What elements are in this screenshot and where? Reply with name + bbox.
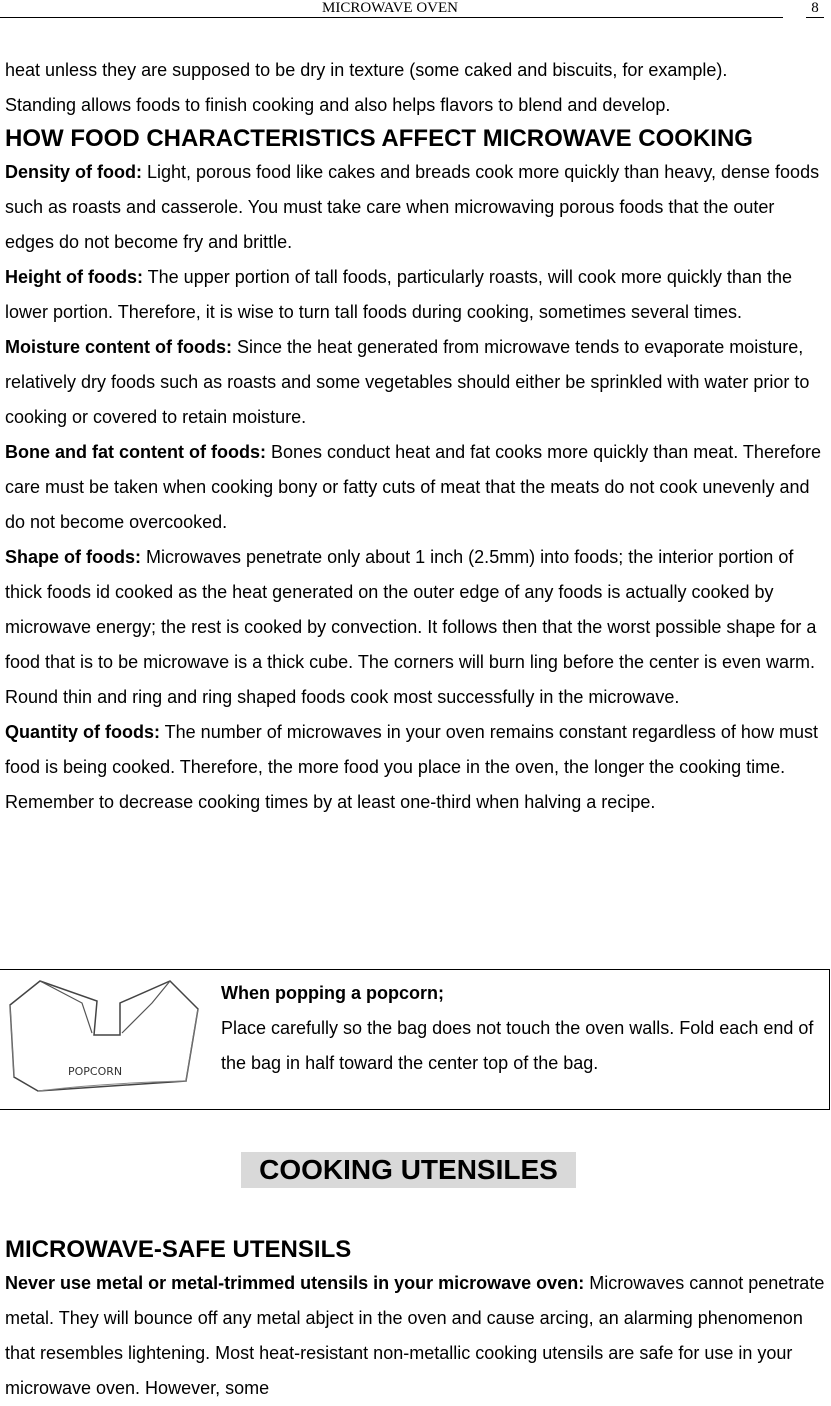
factor-term: Bone and fat content of foods: xyxy=(5,442,266,462)
factor-paragraph-height xyxy=(5,260,827,330)
factor-term: Quantity of foods: xyxy=(5,722,160,742)
factor-term: Shape of foods: xyxy=(5,547,141,567)
factor-paragraph-density xyxy=(5,155,827,260)
popcorn-tip-text xyxy=(221,976,821,1081)
cooking-utensils-title: COOKING UTENSILES xyxy=(241,1152,576,1188)
factor-paragraph-quantity xyxy=(5,715,827,820)
factor-text: Bones conduct heat and fat cooks more quickly than meat. Therefore care must be taken when cooking bony or fatty cuts of meat that the meats do not cook unevenly and do not become overcooked. xyxy=(5,442,821,532)
utensils-paragraph xyxy=(5,1266,827,1406)
section-heading: HOW FOOD CHARACTERISTICS AFFECT MICROWAVE COOKING xyxy=(5,125,753,152)
microwave-safe-heading: MICROWAVE-SAFE UTENSILS xyxy=(5,1236,352,1263)
popcorn-tip-box xyxy=(0,969,830,1110)
popcorn-bag-label: POPCORN xyxy=(68,1065,123,1078)
factor-text: Light, porous food like cakes and breads cook more quickly than heavy, dense foods such as roasts and casserole. You must take care when microwaving porous foods that the outer edges do not become fry and brittle. xyxy=(5,162,820,252)
popcorn-bag-illustration xyxy=(2,973,202,1093)
utensils-text: Microwaves cannot penetrate metal. They will bounce off any metal abject in the oven and cause arcing, an alarming phenomenon that resembles lightening. Most heat-resistant non-metallic cooking utensils are safe for use in your microwave oven. However, some xyxy=(5,1273,825,1398)
popcorn-tip-body: Place carefully so the bag does not touch the oven walls. Fold each end of the bag in half toward the center top of the bag. xyxy=(221,1018,814,1073)
header-rule xyxy=(0,17,783,18)
main-content xyxy=(5,53,827,820)
factor-paragraph-bone-fat xyxy=(5,435,827,540)
running-header-title: MICROWAVE OVEN xyxy=(322,0,458,16)
factor-term: Moisture content of foods: xyxy=(5,337,232,357)
factor-term: Density of food: xyxy=(5,162,142,182)
factor-text: The number of microwaves in your oven remains constant regardless of how must food is being cooked. Therefore, the more food you place in the oven, the longer the cooking time. Remember to decrease cooking times by at least one-third when halving a recipe. xyxy=(5,722,818,812)
factor-text: The upper portion of tall foods, particularly roasts, will cook more quickly than the lower portion. Therefore, it is wise to turn tall foods during cooking, sometimes several times. xyxy=(5,267,792,322)
intro-line: Standing allows foods to finish cooking and also helps flavors to blend and develop. xyxy=(5,95,671,115)
utensils-content xyxy=(5,1234,827,1406)
factor-paragraph-shape xyxy=(5,540,827,715)
factor-term: Height of foods: xyxy=(5,267,143,287)
factor-text: Microwaves penetrate only about 1 inch (2.5mm) into foods; the interior portion of thick foods id cooked as the heat generated on the outer edge of any foods is actually cooked by microwave energy; the rest is cooked by convection. It follows then that the worst possible shape for a food that is to be microwave is a thick cube. The corners will burn ling before the center is even warm. Round thin and ring and ring shaped foods cook most successfully in the microwave. xyxy=(5,547,817,707)
page-number: 8 xyxy=(811,0,819,16)
factor-paragraph-moisture xyxy=(5,330,827,435)
intro-line: heat unless they are supposed to be dry in texture (some caked and biscuits, for example). xyxy=(5,60,728,80)
utensils-term: Never use metal or metal-trimmed utensils in your microwave oven: xyxy=(5,1273,585,1293)
page-number-rule xyxy=(806,17,824,18)
factor-text: Since the heat generated from microwave tends to evaporate moisture, relatively dry foods such as roasts and some vegetables should either be sprinkled with water prior to cooking or covered to retain moisture. xyxy=(5,337,810,427)
popcorn-tip-title: When popping a popcorn; xyxy=(221,983,444,1003)
